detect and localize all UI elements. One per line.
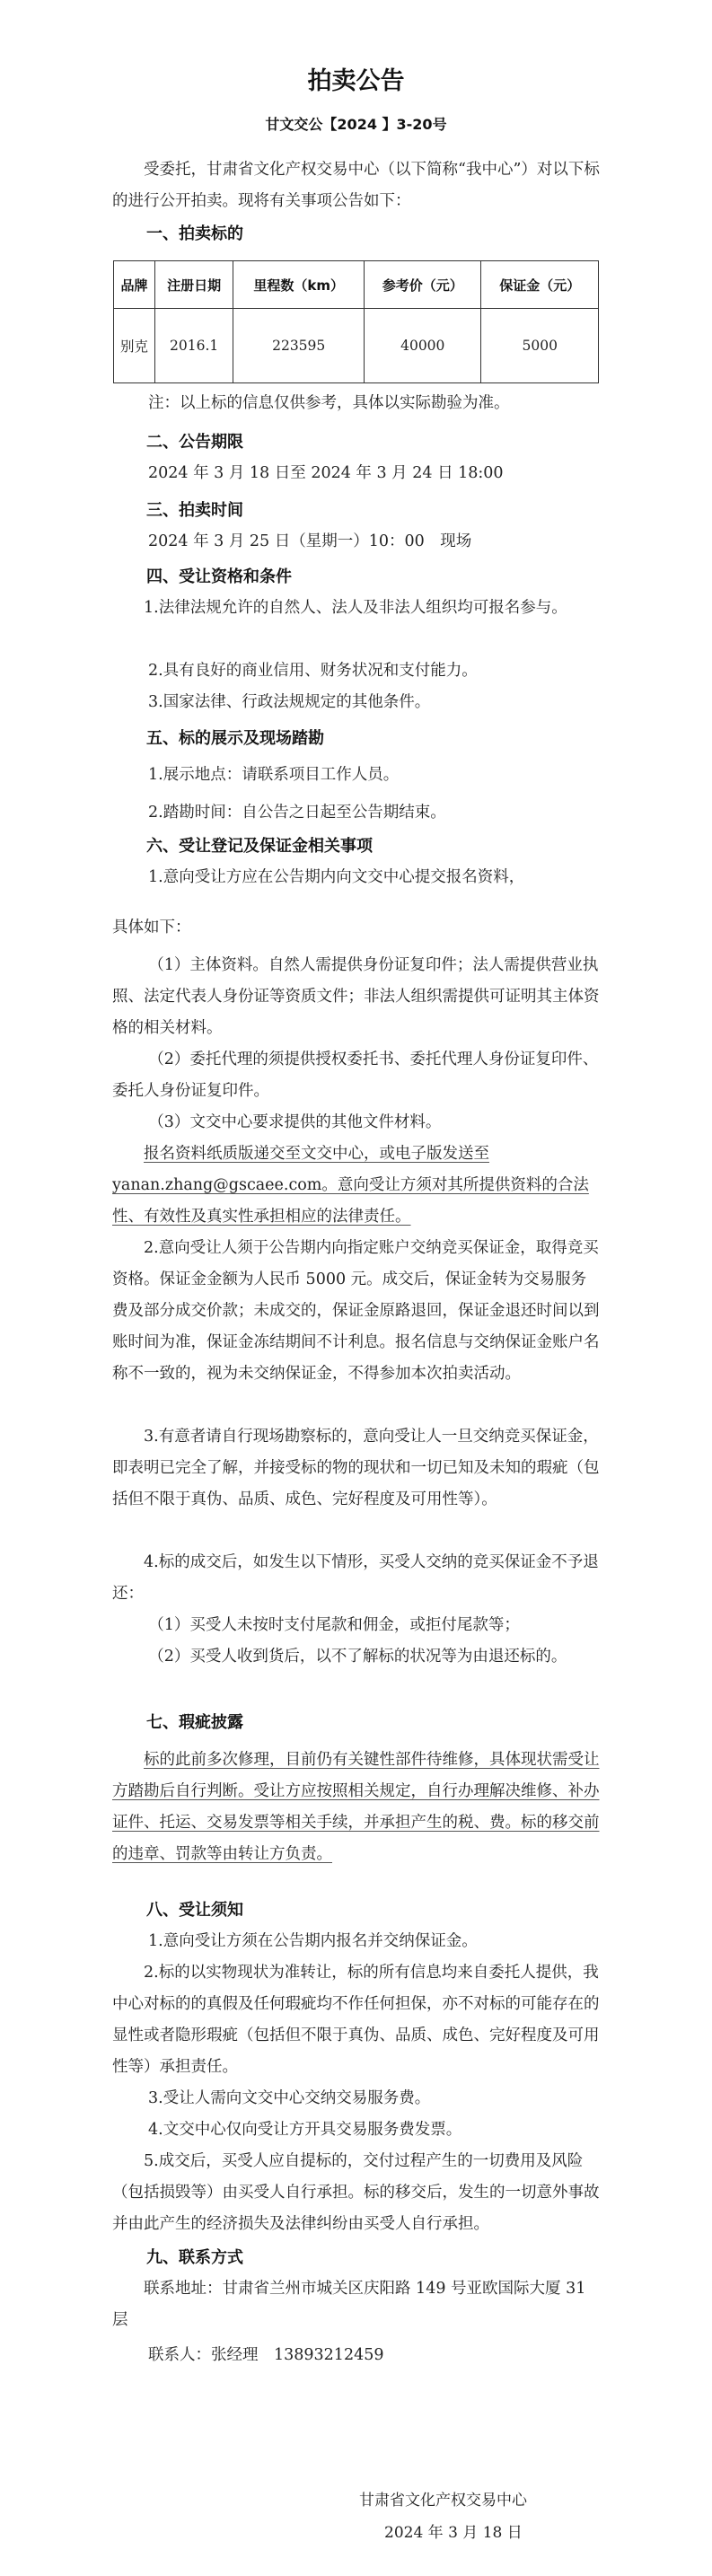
contact-address: 联系地址：甘肃省兰州市城关区庆阳路 149 号亚欧国际大厦 31 层: [112, 2280, 586, 2329]
section-heading-defects: 七、瑕疵披露: [146, 1713, 243, 1732]
required-material-item: （2）委托代理的须提供授权委托书、委托代理人身份证复印件、委托人身份证复印件。: [112, 1051, 599, 1100]
page-title: 拍卖公告: [307, 67, 405, 95]
table-header-cell: 品牌: [114, 261, 155, 309]
table-cell: 223595: [233, 309, 365, 383]
lot-note: 注：以上标的信息仅供参考，具体以实际勘验为准。: [148, 394, 510, 412]
table-row: [114, 309, 599, 383]
intro-paragraph: 受委托，甘肃省文化产权交易中心（以下简称“我中心”）对以下标的进行公开拍卖。现将有关事项公告如下：: [112, 161, 600, 210]
registration-paragraph: 1.意向受让方应在公告期内向文交中心提交报名资料，: [148, 868, 525, 886]
inspection-paragraph: 3.有意者请自行现场勘察标的，意向受让人一旦交纳竞买保证金，即表明已完全了解，并接受标的物的现状和一切已知及未知的瑕疵（包括但不限于真伪、品质、成色、完好程度及可用性等）。: [112, 1428, 600, 1508]
forfeit-item: （1）买受人未按时支付尾款和佣金，或拒付尾款等；: [148, 1616, 520, 1634]
display-item: 1.展示地点：请联系项目工作人员。: [148, 766, 400, 784]
section-heading-qualifications: 四、受让资格和条件: [146, 567, 292, 586]
registration-paragraph: 具体如下：: [112, 919, 191, 936]
notice-item: 3.受让人需向文交中心交纳交易服务费。: [148, 2089, 431, 2107]
required-material-item: （3）文交中心要求提供的其他文件材料。: [148, 1113, 442, 1131]
table-cell: 5000: [481, 309, 599, 383]
auction-time-text: 2024 年 3 月 25 日（星期一）10：00 现场: [148, 532, 472, 550]
table-cell: 别克: [114, 309, 155, 383]
table-cell: 2016.1: [154, 309, 233, 383]
qualification-item: 1.法律法规允许的自然人、法人及非法人组织均可报名参与。: [144, 599, 567, 617]
submission-notice: 报名资料纸质版递交至文交中心，或电子版发送至yanan.zhang@gscaee.com。意向受让方须对其所提供资料的合法性、有效性及真实性承担相应的法律责任。: [112, 1145, 589, 1226]
section-heading-notes: 八、受让须知: [146, 1901, 243, 1920]
qualification-item: 2.具有良好的商业信用、财务状况和支付能力。: [148, 662, 478, 680]
lot-table: [113, 260, 599, 383]
notice-item: 5.成交后，买受人应自提标的，交付过程产生的一切费用及风险（包括损毁等）由买受人自行承担。标的移交后，发生的一切意外事故并由此产生的经济损失及法律纠纷由买受人自行承担。: [112, 2152, 600, 2233]
section-heading-lot: 一、拍卖标的: [146, 224, 243, 243]
section-heading-registration: 六、受让登记及保证金相关事项: [146, 837, 373, 856]
signature-organization: 甘肃省文化产权交易中心: [359, 2492, 527, 2510]
period-text: 2024 年 3 月 18 日至 2024 年 3 月 24 日 18:00: [148, 464, 504, 482]
notice-item: 1.意向受让方须在公告期内报名并交纳保证金。: [148, 1932, 478, 1950]
forfeit-paragraph: 4.标的成交后，如发生以下情形，买受人交纳的竞买保证金不予退还：: [112, 1553, 599, 1603]
forfeit-item: （2）买受人收到货后，以不了解标的状况等为由退还标的。: [148, 1648, 567, 1666]
table-header-cell: 保证金（元）: [481, 261, 599, 309]
section-heading-auction-time: 三、拍卖时间: [146, 501, 243, 520]
required-material-item: （1）主体资料。自然人需提供身份证复印件；法人需提供营业执照、法定代表人身份证等资质文件；非法人组织需提供可证明其主体资格的相关材料。: [112, 956, 600, 1037]
notice-item: 2.标的以实物现状为准转让，标的所有信息均来自委托人提供，我中心对标的的真假及任何瑕疵均不作任何担保，亦不对标的可能存在的显性或者隐形瑕疵（包括但不限于真伪、品质、成色、完好程度及可用性等）承担责任。: [112, 1964, 600, 2076]
contact-person: 联系人：张经理 13893212459: [148, 2346, 384, 2364]
table-header-cell: 注册日期: [154, 261, 233, 309]
section-heading-display: 五、标的展示及现场踏勘: [146, 729, 324, 748]
table-header-cell: 参考价（元）: [365, 261, 481, 309]
defect-disclosure: 标的此前多次修理，目前仍有关键性部件待维修，具体现状需受让方踏勘后自行判断。受让方应按照相关规定，自行办理解决维修、补办证件、托运、交易发票等相关手续，并承担产生的税、费。标的移交前的违章、罚款等由转让方负责。: [112, 1751, 600, 1863]
section-heading-period: 二、公告期限: [146, 433, 243, 452]
document-number: 甘文交公【2024 】3-20号: [265, 116, 447, 133]
table-header-row: [114, 261, 599, 309]
section-heading-contact: 九、联系方式: [146, 2248, 243, 2267]
display-item: 2.踏勘时间：自公告之日起至公告期结束。: [148, 804, 446, 822]
table-header-cell: 里程数（km）: [233, 261, 365, 309]
deposit-paragraph: 2.意向受让人须于公告期内向指定账户交纳竞买保证金，取得竞买资格。保证金金额为人民币 5000 元。成交后，保证金转为交易服务费及部分成交价款；未成交的，保证金原路退回，保证金退还时间以到账时间为准，保证金冻结期间不计利息。报名信息与交纳保证金账户名称不一致的，视为未交纳保证金，不得参加本次拍卖活动。: [112, 1239, 600, 1383]
signature-date: 2024 年 3 月 18 日: [384, 2524, 523, 2542]
notice-item: 4.文交中心仅向受让方开具交易服务费发票。: [148, 2121, 462, 2139]
qualification-item: 3.国家法律、行政法规规定的其他条件。: [148, 693, 431, 711]
table-cell: 40000: [365, 309, 481, 383]
